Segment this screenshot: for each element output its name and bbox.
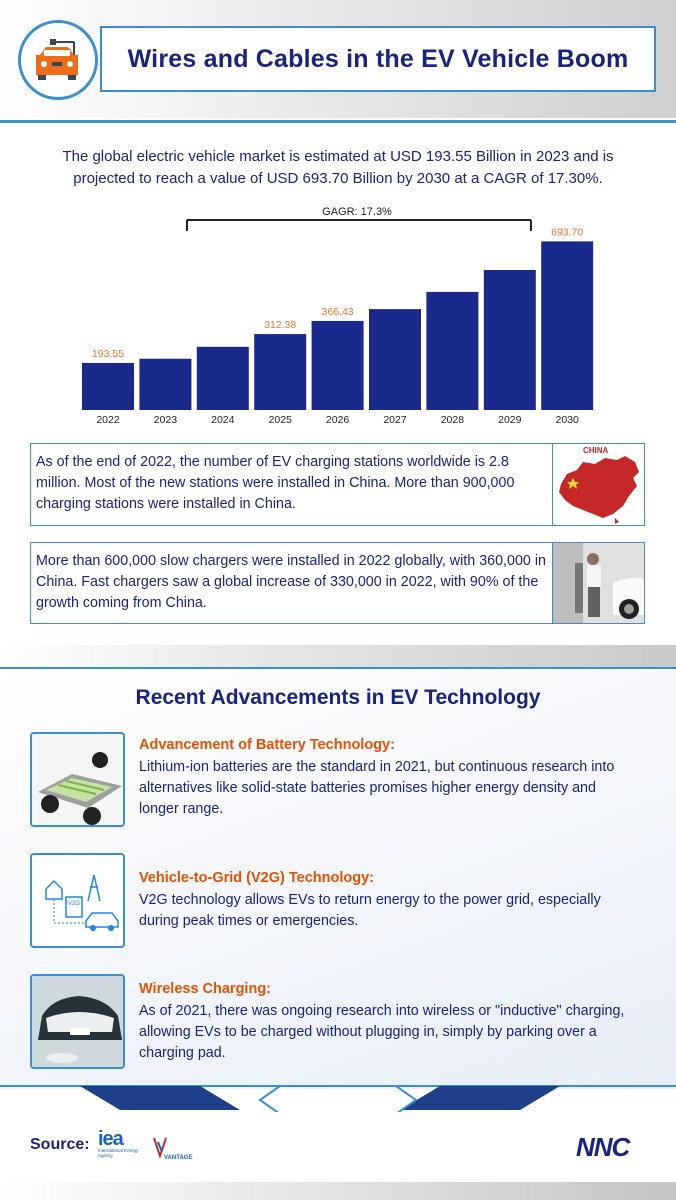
wireless-advancement-heading: Wireless Charging:	[139, 981, 272, 997]
x-tick-2024: 2024	[211, 414, 235, 426]
bar-2030	[541, 241, 593, 410]
data-label-2022: 193.55	[91, 347, 125, 360]
intro-text: The global electric vehicle market is estimated at USD 193.55 Billion in 2023 and is projected to reach a value of USD 693.70 Billion by 2030 at a CAGR of 17.30%.	[62, 148, 614, 187]
battery-advancement	[139, 737, 639, 820]
market-bar-chart	[60, 198, 620, 433]
bar-2022	[82, 363, 134, 410]
x-tick-2023: 2023	[153, 414, 178, 426]
bar-2023	[139, 359, 191, 410]
chargers-box	[30, 542, 645, 624]
iea-logo-text: iea	[98, 1128, 123, 1150]
vantage-logo	[150, 1132, 204, 1162]
iea-logo-subtext: International Energy Agency	[98, 1148, 139, 1158]
v2g-advancement-body: V2G technology allows EVs to return energy to the power grid, especially during peak times or emergencies.	[139, 892, 601, 929]
china-map-icon	[553, 444, 644, 525]
title-box	[100, 26, 656, 92]
bar-2026	[312, 321, 364, 410]
x-tick-2029: 2029	[498, 414, 522, 426]
vantage-logo-text: VANTAGE	[164, 1155, 193, 1161]
x-tick-2027: 2027	[383, 414, 407, 426]
chargers-text: More than 600,000 slow chargers were installed in 2022 globally, with 360,000 in China. Fast chargers saw a global increase of 330,000 in 2022, with 90% of the growth coming from China.	[36, 553, 546, 611]
battery-advancement-body: Lithium-ion batteries are the standard in 2021, but continuous research into alternatives like solid-state batteries promises higher energy density and longer range.	[139, 759, 615, 817]
data-label-2025: 312.38	[264, 319, 297, 332]
v2g-label: V2G	[67, 901, 81, 907]
charging-stations-text: As of the end of 2022, the number of EV charging stations worldwide is 2.8 million. Most of the new stations were installed in China. More than 900,000 charging stations were installed in China.	[36, 454, 515, 512]
bar-2028	[426, 292, 478, 410]
wireless-advancement	[139, 981, 639, 1064]
wireless-advancement-body: As of 2021, there was ongoing research into wireless or "inductive" charging, allowing EVs to be charged without plugging in, simply by parking over a charging pad.	[139, 1003, 625, 1061]
iea-logo	[98, 1130, 142, 1164]
x-tick-2025: 2025	[268, 414, 292, 426]
x-tick-2022: 2022	[96, 414, 120, 426]
ev-car-plug-icon	[18, 20, 98, 100]
v2g-diagram-image	[30, 853, 125, 948]
battery-chassis-image	[30, 732, 125, 827]
bar-2024	[197, 347, 249, 410]
cagr-label: GAGR: 17.3%	[322, 206, 392, 218]
china-map-image	[552, 444, 644, 525]
charging-stations-box	[30, 443, 645, 526]
footer-band	[0, 1182, 676, 1200]
source-label: Source:	[30, 1136, 90, 1153]
bar-2027	[369, 309, 421, 410]
header-divider	[0, 120, 676, 123]
x-tick-2030: 2030	[555, 414, 579, 426]
charging-person-image	[552, 543, 644, 623]
x-tick-2028: 2028	[440, 414, 465, 426]
v2g-advancement	[139, 870, 639, 932]
x-tick-2026: 2026	[325, 414, 350, 426]
page-title: Wires and Cables in the EV Vehicle Boom	[127, 44, 629, 73]
data-label-2030: 693.70	[551, 226, 584, 239]
advancements-title: Recent Advancements in EV Technology	[135, 686, 541, 709]
nnc-brand-logo: NNC	[576, 1132, 630, 1162]
section-divider-band	[0, 645, 676, 667]
battery-advancement-heading: Advancement of Battery Technology:	[139, 737, 395, 753]
china-map-label: CHINA	[583, 446, 609, 455]
bar-2025	[254, 334, 306, 410]
data-label-2026: 366.43	[321, 305, 354, 318]
v2g-advancement-heading: Vehicle-to-Grid (V2G) Technology:	[139, 870, 374, 886]
wireless-charging-image	[30, 974, 125, 1069]
cagr-bracket	[187, 220, 531, 231]
bar-2029	[484, 270, 536, 410]
